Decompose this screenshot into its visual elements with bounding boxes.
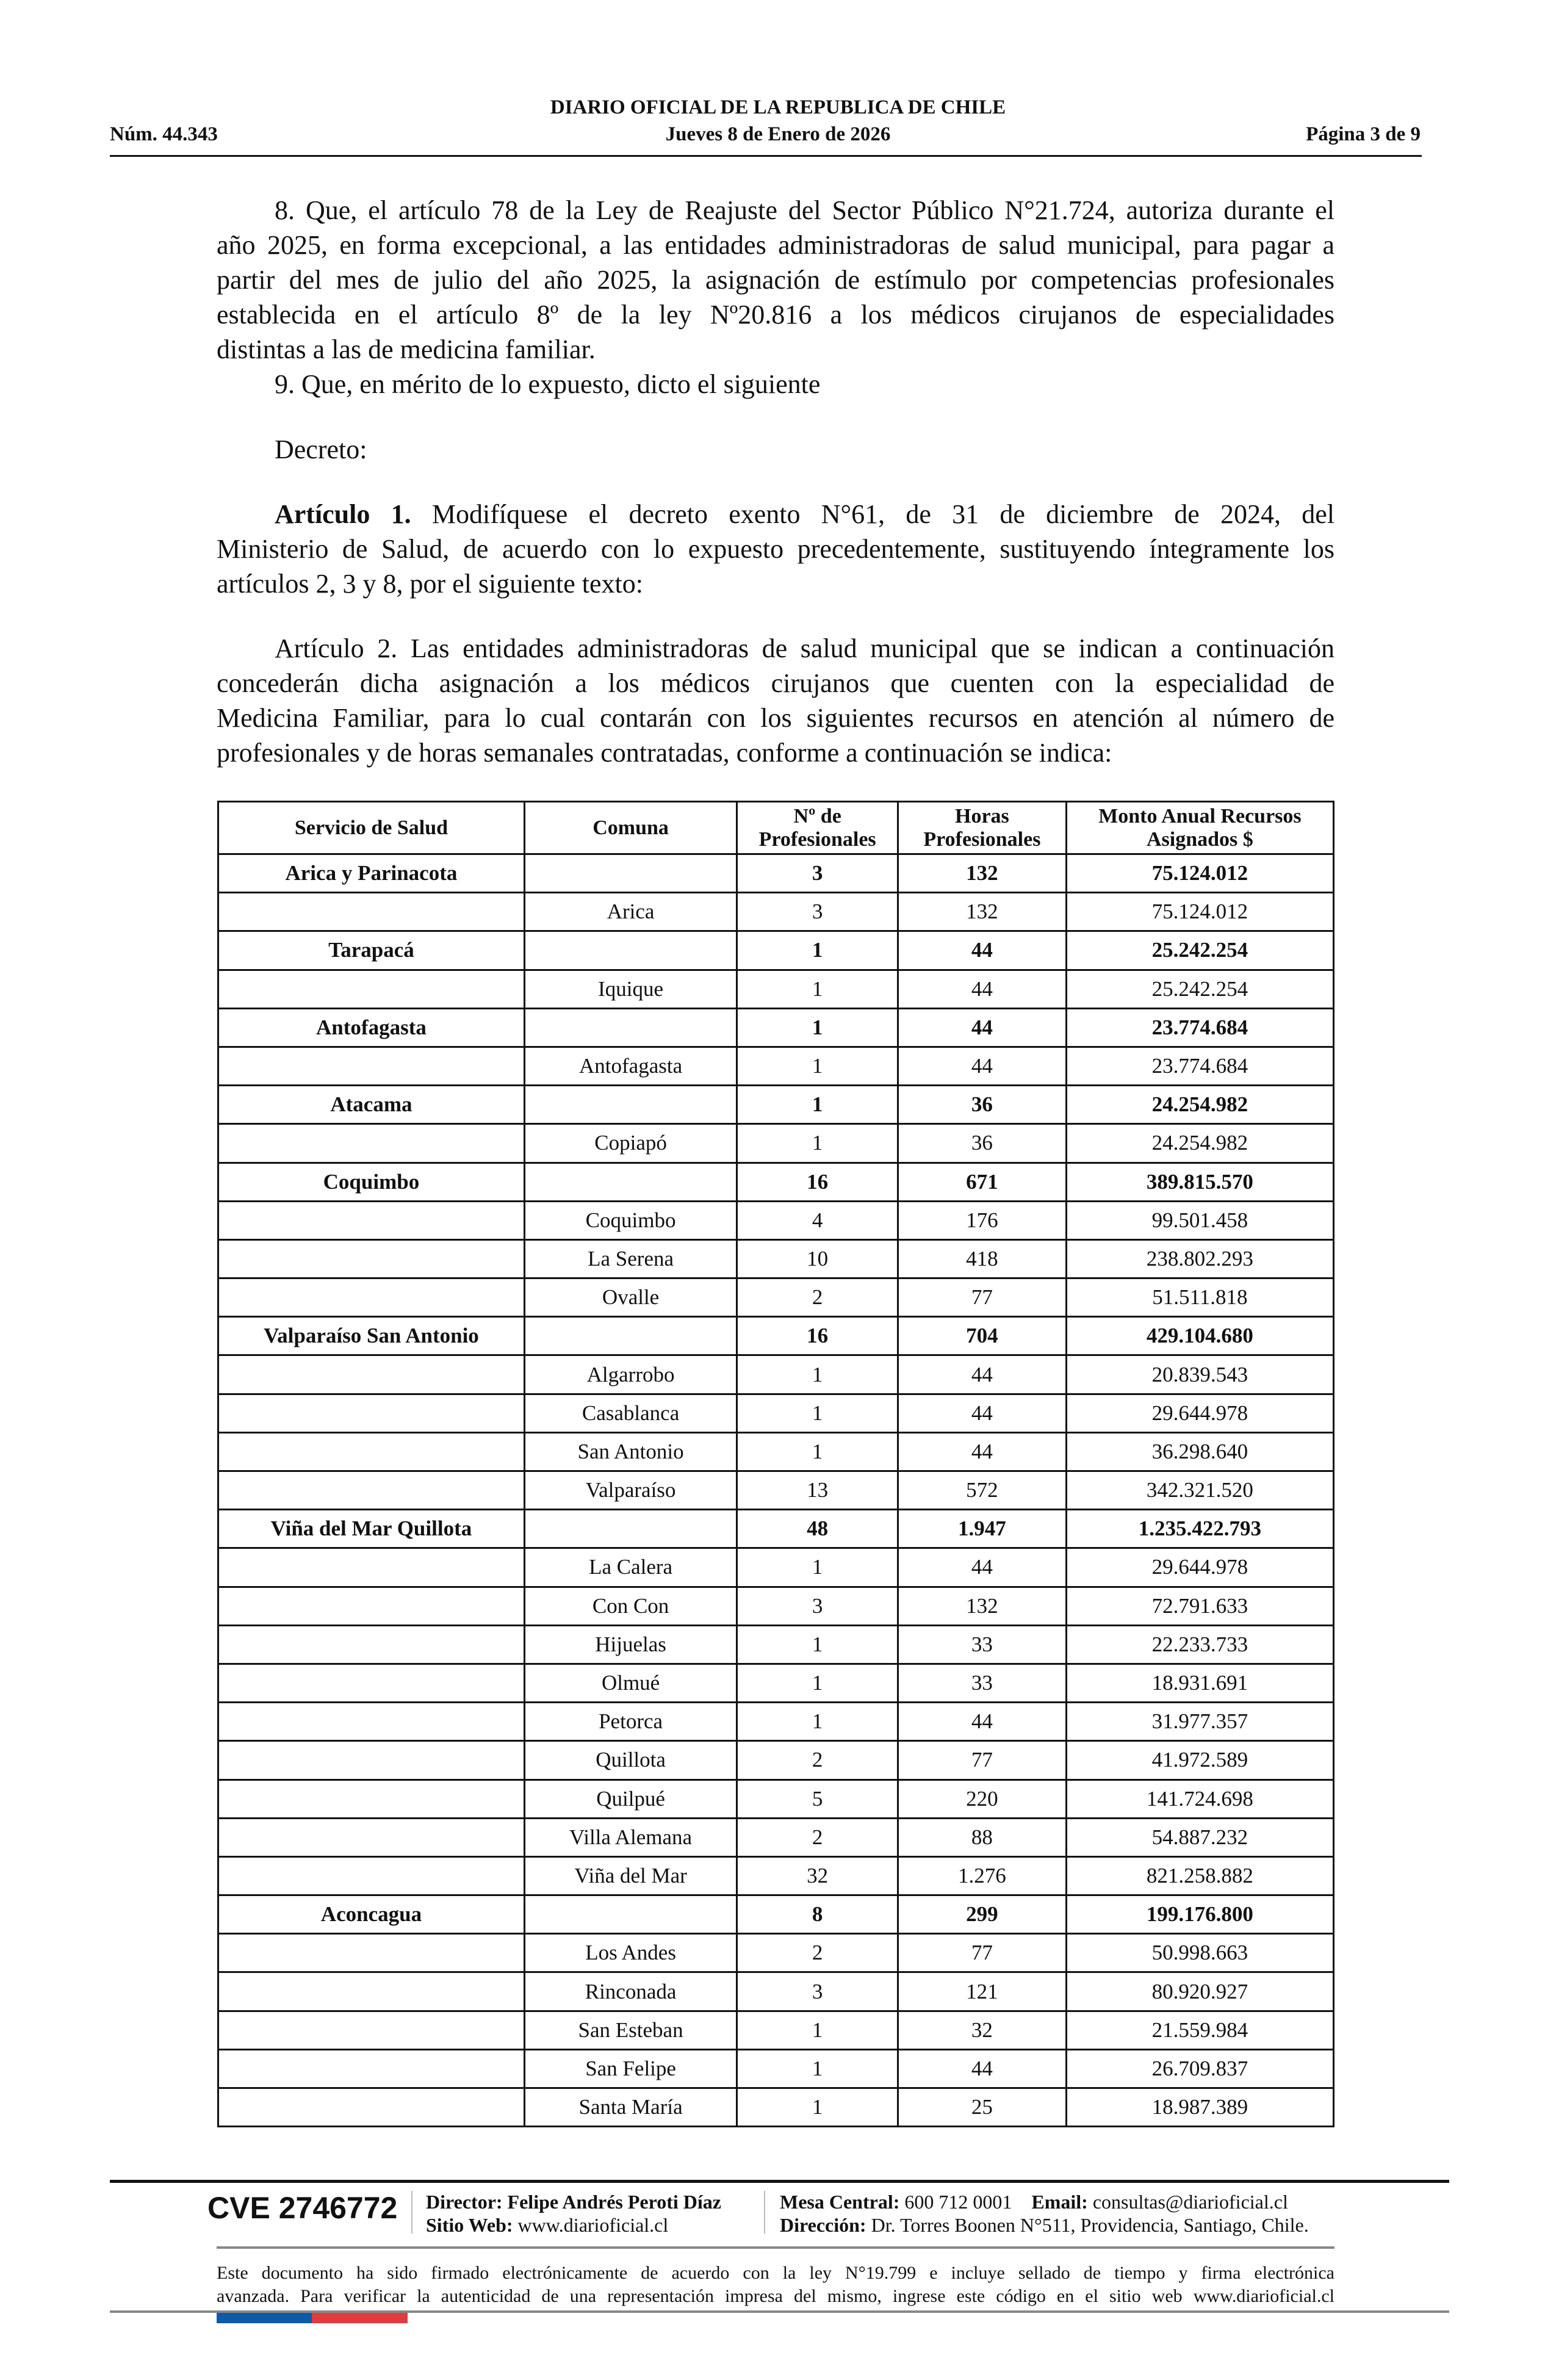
table-row-service-total bbox=[218, 1317, 1334, 1355]
paragraph-9: 9. Que, en mérito de lo expuesto, dicto el siguiente bbox=[275, 369, 821, 399]
table-row bbox=[218, 1548, 1334, 1587]
service-cell bbox=[218, 1856, 525, 1895]
hours-cell: 418 bbox=[898, 1239, 1067, 1278]
table-row bbox=[218, 1818, 1334, 1856]
service-cell bbox=[218, 1741, 525, 1780]
professionals-cell: 48 bbox=[737, 1510, 898, 1548]
amount-cell: 25.242.254 bbox=[1066, 931, 1333, 970]
amount-cell: 389.815.570 bbox=[1066, 1163, 1333, 1201]
amount-cell: 1.235.422.793 bbox=[1066, 1510, 1333, 1548]
table-row bbox=[218, 1278, 1334, 1317]
table-row bbox=[218, 1047, 1334, 1085]
service-cell bbox=[218, 1664, 525, 1702]
service-cell: Coquimbo bbox=[218, 1163, 525, 1201]
column-header: Comuna bbox=[524, 802, 737, 854]
table-row bbox=[218, 1355, 1334, 1394]
service-cell bbox=[218, 1703, 525, 1741]
paragraph-8-line: año 2025, en forma excepcional, a las entidades administradoras de salud municipal, para pagar a bbox=[217, 230, 1334, 260]
footer-divider bbox=[764, 2191, 765, 2234]
issue-date: Jueves 8 de Enero de 2026 bbox=[665, 123, 891, 145]
commune-cell: Ovalle bbox=[524, 1278, 737, 1317]
professionals-cell: 1 bbox=[737, 2049, 898, 2088]
amount-cell: 238.802.293 bbox=[1066, 1239, 1333, 1278]
hours-cell: 44 bbox=[898, 1703, 1067, 1741]
hours-cell: 36 bbox=[898, 1086, 1067, 1124]
hours-cell: 44 bbox=[898, 1008, 1067, 1047]
paragraph-8-line: establecida en el artículo 8º de la ley Nº20.816 a los médicos cirujanos de especialidades bbox=[217, 300, 1334, 330]
service-cell bbox=[218, 1201, 525, 1239]
table-row bbox=[218, 1703, 1334, 1741]
professionals-cell: 1 bbox=[737, 1664, 898, 1702]
commune-cell: Casablanca bbox=[524, 1394, 737, 1432]
commune-cell bbox=[524, 931, 737, 970]
service-cell bbox=[218, 1587, 525, 1625]
hours-cell: 44 bbox=[898, 1548, 1067, 1587]
cve-code: CVE 2746772 bbox=[207, 2191, 398, 2225]
table-row-service-total bbox=[218, 1163, 1334, 1201]
amount-cell: 20.839.543 bbox=[1066, 1355, 1333, 1394]
amount-cell: 199.176.800 bbox=[1066, 1895, 1333, 1934]
service-cell bbox=[218, 970, 525, 1008]
professionals-cell: 16 bbox=[737, 1163, 898, 1201]
commune-cell: Olmué bbox=[524, 1664, 737, 1702]
paragraph-8-line: partir del mes de julio del año 2025, la asignación de estímulo por competencias profesionales bbox=[217, 265, 1334, 295]
amount-cell: 22.233.733 bbox=[1066, 1625, 1333, 1664]
service-cell: Atacama bbox=[218, 1086, 525, 1124]
hours-cell: 88 bbox=[898, 1818, 1067, 1856]
paragraph-8-line: 8. Que, el artículo 78 de la Ley de Reajuste del Sector Público N°21.724, autoriza durante el bbox=[275, 195, 1334, 225]
commune-cell bbox=[524, 854, 737, 893]
commune-cell: Quilpué bbox=[524, 1780, 737, 1818]
service-cell bbox=[218, 893, 525, 931]
service-cell bbox=[218, 1818, 525, 1856]
table-row-service-total bbox=[218, 1510, 1334, 1548]
table-row bbox=[218, 1934, 1334, 1972]
amount-cell: 429.104.680 bbox=[1066, 1317, 1333, 1355]
amount-cell: 50.998.663 bbox=[1066, 1934, 1333, 1972]
amount-cell: 24.254.982 bbox=[1066, 1086, 1333, 1124]
table-row bbox=[218, 1471, 1334, 1510]
amount-cell: 80.920.927 bbox=[1066, 1972, 1333, 2011]
table-row bbox=[218, 2011, 1334, 2049]
commune-cell: Villa Alemana bbox=[524, 1818, 737, 1856]
issue-number: Núm. 44.343 bbox=[110, 123, 218, 145]
table-row bbox=[218, 970, 1334, 1008]
table-row-service-total bbox=[218, 931, 1334, 970]
service-cell bbox=[218, 1239, 525, 1278]
amount-cell: 29.644.978 bbox=[1066, 1394, 1333, 1432]
professionals-cell: 4 bbox=[737, 1201, 898, 1239]
table-row bbox=[218, 1124, 1334, 1163]
table-row-service-total bbox=[218, 1895, 1334, 1934]
professionals-cell: 32 bbox=[737, 1856, 898, 1895]
table-row bbox=[218, 1239, 1334, 1278]
service-cell bbox=[218, 1548, 525, 1587]
professionals-cell: 13 bbox=[737, 1471, 898, 1510]
director: Director: Felipe Andrés Peroti Díaz bbox=[426, 2191, 721, 2213]
amount-cell: 72.791.633 bbox=[1066, 1587, 1333, 1625]
professionals-cell: 5 bbox=[737, 1780, 898, 1818]
service-cell bbox=[218, 1780, 525, 1818]
resources-table bbox=[217, 801, 1334, 2127]
hours-cell: 44 bbox=[898, 1432, 1067, 1471]
hours-cell: 132 bbox=[898, 854, 1067, 893]
service-cell bbox=[218, 1394, 525, 1432]
hours-cell: 121 bbox=[898, 1972, 1067, 2011]
footer-rule-gray bbox=[217, 2246, 1334, 2249]
service-cell bbox=[218, 1972, 525, 2011]
commune-cell: Valparaíso bbox=[524, 1471, 737, 1510]
service-cell: Tarapacá bbox=[218, 931, 525, 970]
professionals-cell: 2 bbox=[737, 1278, 898, 1317]
hours-cell: 572 bbox=[898, 1471, 1067, 1510]
column-header: Servicio de Salud bbox=[218, 802, 525, 854]
professionals-cell: 1 bbox=[737, 1355, 898, 1394]
commune-cell bbox=[524, 1895, 737, 1934]
table-row bbox=[218, 2088, 1334, 2127]
service-cell bbox=[218, 1124, 525, 1163]
professionals-cell: 1 bbox=[737, 1432, 898, 1471]
hours-cell: 77 bbox=[898, 1278, 1067, 1317]
hours-cell: 1.276 bbox=[898, 1856, 1067, 1895]
article-2-line: profesionales y de horas semanales contratadas, conforme a continuación se indica: bbox=[217, 738, 1112, 768]
commune-cell: Petorca bbox=[524, 1703, 737, 1741]
hours-cell: 1.947 bbox=[898, 1510, 1067, 1548]
hours-cell: 220 bbox=[898, 1780, 1067, 1818]
commune-cell: La Calera bbox=[524, 1548, 737, 1587]
amount-cell: 75.124.012 bbox=[1066, 893, 1333, 931]
amount-cell: 31.977.357 bbox=[1066, 1703, 1333, 1741]
service-cell: Arica y Parinacota bbox=[218, 854, 525, 893]
table-row-service-total bbox=[218, 1086, 1334, 1124]
page-number: Página 3 de 9 bbox=[1306, 123, 1421, 145]
service-cell bbox=[218, 1934, 525, 1972]
amount-cell: 41.972.589 bbox=[1066, 1741, 1333, 1780]
hours-cell: 44 bbox=[898, 2049, 1067, 2088]
table-header-row bbox=[218, 802, 1334, 854]
hours-cell: 44 bbox=[898, 931, 1067, 970]
professionals-cell: 1 bbox=[737, 1548, 898, 1587]
column-header: Monto Anual Recursos Asignados $ bbox=[1066, 802, 1333, 854]
commune-cell bbox=[524, 1008, 737, 1047]
table-row bbox=[218, 1856, 1334, 1895]
service-cell bbox=[218, 2088, 525, 2127]
service-cell: Viña del Mar Quillota bbox=[218, 1510, 525, 1548]
article-1-line: artículos 2, 3 y 8, por el siguiente texto: bbox=[217, 569, 643, 599]
commune-cell: Algarrobo bbox=[524, 1355, 737, 1394]
paragraph-8-line: distintas a las de medicina familiar. bbox=[217, 334, 596, 364]
service-cell bbox=[218, 1625, 525, 1664]
table-row bbox=[218, 1201, 1334, 1239]
commune-cell: San Antonio bbox=[524, 1432, 737, 1471]
table-body bbox=[218, 854, 1334, 2127]
table-row bbox=[218, 1664, 1334, 1702]
address: Dirección: Dr. Torres Boonen N°511, Providencia, Santiago, Chile. bbox=[780, 2214, 1309, 2236]
table-row-service-total bbox=[218, 854, 1334, 893]
commune-cell bbox=[524, 1317, 737, 1355]
commune-cell: Antofagasta bbox=[524, 1047, 737, 1085]
hours-cell: 25 bbox=[898, 2088, 1067, 2127]
professionals-cell: 1 bbox=[737, 1008, 898, 1047]
professionals-cell: 1 bbox=[737, 1124, 898, 1163]
hours-cell: 77 bbox=[898, 1934, 1067, 1972]
professionals-cell: 8 bbox=[737, 1895, 898, 1934]
service-cell: Valparaíso San Antonio bbox=[218, 1317, 525, 1355]
amount-cell: 23.774.684 bbox=[1066, 1047, 1333, 1085]
commune-cell: Copiapó bbox=[524, 1124, 737, 1163]
amount-cell: 29.644.978 bbox=[1066, 1548, 1333, 1587]
professionals-cell: 1 bbox=[737, 931, 898, 970]
service-cell: Antofagasta bbox=[218, 1008, 525, 1047]
service-cell bbox=[218, 1047, 525, 1085]
hours-cell: 44 bbox=[898, 1355, 1067, 1394]
service-cell: Aconcagua bbox=[218, 1895, 525, 1934]
professionals-cell: 1 bbox=[737, 1086, 898, 1124]
service-cell bbox=[218, 1355, 525, 1394]
hours-cell: 176 bbox=[898, 1201, 1067, 1239]
commune-cell bbox=[524, 1086, 737, 1124]
column-header: Nº de Profesionales bbox=[737, 802, 898, 854]
hours-cell: 299 bbox=[898, 1895, 1067, 1934]
professionals-cell: 1 bbox=[737, 2011, 898, 2049]
professionals-cell: 3 bbox=[737, 1587, 898, 1625]
amount-cell: 51.511.818 bbox=[1066, 1278, 1333, 1317]
commune-cell: San Esteban bbox=[524, 2011, 737, 2049]
service-cell bbox=[218, 1471, 525, 1510]
commune-cell: Quillota bbox=[524, 1741, 737, 1780]
hours-cell: 77 bbox=[898, 1741, 1067, 1780]
hours-cell: 44 bbox=[898, 1394, 1067, 1432]
flag-stripe-blue bbox=[217, 2313, 312, 2323]
commune-cell: Rinconada bbox=[524, 1972, 737, 2011]
disclaimer-line: Este documento ha sido firmado electrónicamente de acuerdo con la ley N°19.799 e incluye sellado de tiempo y firma electrónica bbox=[217, 2263, 1334, 2283]
website: Sitio Web: www.diarioficial.cl bbox=[426, 2214, 669, 2236]
table-row bbox=[218, 1972, 1334, 2011]
professionals-cell: 10 bbox=[737, 1239, 898, 1278]
header-rule bbox=[110, 155, 1422, 157]
email-link[interactable]: consultas@diarioficial.cl bbox=[1092, 2191, 1288, 2213]
amount-cell: 18.931.691 bbox=[1066, 1664, 1333, 1702]
professionals-cell: 3 bbox=[737, 854, 898, 893]
professionals-cell: 2 bbox=[737, 1818, 898, 1856]
table-row bbox=[218, 1780, 1334, 1818]
amount-cell: 36.298.640 bbox=[1066, 1432, 1333, 1471]
contact: Mesa Central: 600 712 0001 Email: consultas@diarioficial.cl bbox=[780, 2191, 1288, 2213]
table-row bbox=[218, 1741, 1334, 1780]
professionals-cell: 3 bbox=[737, 1972, 898, 2011]
article-1-label: Artículo 1. bbox=[275, 499, 411, 529]
amount-cell: 26.709.837 bbox=[1066, 2049, 1333, 2088]
commune-cell: Coquimbo bbox=[524, 1201, 737, 1239]
article-2-line: Artículo 2. Las entidades administradoras de salud municipal que se indican a continuación bbox=[275, 633, 1334, 663]
service-cell bbox=[218, 2011, 525, 2049]
professionals-cell: 2 bbox=[737, 1741, 898, 1780]
professionals-cell: 3 bbox=[737, 893, 898, 931]
commune-cell: Con Con bbox=[524, 1587, 737, 1625]
table-row bbox=[218, 893, 1334, 931]
commune-cell: San Felipe bbox=[524, 2049, 737, 2088]
commune-cell: Santa María bbox=[524, 2088, 737, 2127]
professionals-cell: 1 bbox=[737, 970, 898, 1008]
decreto-heading: Decreto: bbox=[275, 435, 367, 464]
professionals-cell: 1 bbox=[737, 1703, 898, 1741]
newspaper-title: DIARIO OFICIAL DE LA REPUBLICA DE CHILE bbox=[550, 96, 1006, 118]
hours-cell: 33 bbox=[898, 1625, 1067, 1664]
commune-cell: Viña del Mar bbox=[524, 1856, 737, 1895]
professionals-cell: 1 bbox=[737, 1625, 898, 1664]
column-header: Horas Profesionales bbox=[898, 802, 1067, 854]
table-row bbox=[218, 1625, 1334, 1664]
amount-cell: 23.774.684 bbox=[1066, 1008, 1333, 1047]
disclaimer-line: avanzada. Para verificar la autenticidad de una representación impresa del mismo, ingrese este código en el sitio web www.diarioficial.cl bbox=[217, 2286, 1334, 2306]
amount-cell: 18.987.389 bbox=[1066, 2088, 1333, 2127]
professionals-cell: 1 bbox=[737, 2088, 898, 2127]
footer-divider bbox=[411, 2191, 412, 2234]
table-row-service-total bbox=[218, 1008, 1334, 1047]
table-row bbox=[218, 1432, 1334, 1471]
article-2-line: Medicina Familiar, para lo cual contarán con los siguientes recursos en atención al número de bbox=[217, 703, 1334, 733]
commune-cell: Arica bbox=[524, 893, 737, 931]
commune-cell: Hijuelas bbox=[524, 1625, 737, 1664]
table-row bbox=[218, 1587, 1334, 1625]
amount-cell: 21.559.984 bbox=[1066, 2011, 1333, 2049]
commune-cell bbox=[524, 1510, 737, 1548]
amount-cell: 25.242.254 bbox=[1066, 970, 1333, 1008]
service-cell bbox=[218, 1278, 525, 1317]
article-2-line: concederán dicha asignación a los médicos cirujanos que cuenten con la especialidad de bbox=[217, 668, 1334, 698]
commune-cell: Iquique bbox=[524, 970, 737, 1008]
article-1-line: Ministerio de Salud, de acuerdo con lo expuesto precedentemente, sustituyendo íntegramente los bbox=[217, 534, 1334, 564]
professionals-cell: 2 bbox=[737, 1934, 898, 1972]
amount-cell: 75.124.012 bbox=[1066, 854, 1333, 893]
amount-cell: 54.887.232 bbox=[1066, 1818, 1333, 1856]
hours-cell: 671 bbox=[898, 1163, 1067, 1201]
professionals-cell: 1 bbox=[737, 1394, 898, 1432]
amount-cell: 141.724.698 bbox=[1066, 1780, 1333, 1818]
amount-cell: 342.321.520 bbox=[1066, 1471, 1333, 1510]
commune-cell bbox=[524, 1163, 737, 1201]
commune-cell: La Serena bbox=[524, 1239, 737, 1278]
commune-cell: Los Andes bbox=[524, 1934, 737, 1972]
service-cell bbox=[218, 2049, 525, 2088]
hours-cell: 132 bbox=[898, 893, 1067, 931]
article-1-line: Artículo 1. Modifíquese el decreto exento N°61, de 31 de diciembre de 2024, del bbox=[275, 499, 1334, 529]
professionals-cell: 16 bbox=[737, 1317, 898, 1355]
hours-cell: 36 bbox=[898, 1124, 1067, 1163]
footer-rule bbox=[110, 2180, 1449, 2183]
table-row bbox=[218, 1394, 1334, 1432]
amount-cell: 99.501.458 bbox=[1066, 1201, 1333, 1239]
website-link[interactable]: www.diarioficial.cl bbox=[517, 2214, 669, 2236]
hours-cell: 132 bbox=[898, 1587, 1067, 1625]
hours-cell: 32 bbox=[898, 2011, 1067, 2049]
professionals-cell: 1 bbox=[737, 1047, 898, 1085]
table-row bbox=[218, 2049, 1334, 2088]
amount-cell: 821.258.882 bbox=[1066, 1856, 1333, 1895]
service-cell bbox=[218, 1432, 525, 1471]
flag-stripe-red bbox=[312, 2313, 408, 2323]
hours-cell: 33 bbox=[898, 1664, 1067, 1702]
amount-cell: 24.254.982 bbox=[1066, 1124, 1333, 1163]
hours-cell: 704 bbox=[898, 1317, 1067, 1355]
hours-cell: 44 bbox=[898, 970, 1067, 1008]
hours-cell: 44 bbox=[898, 1047, 1067, 1085]
